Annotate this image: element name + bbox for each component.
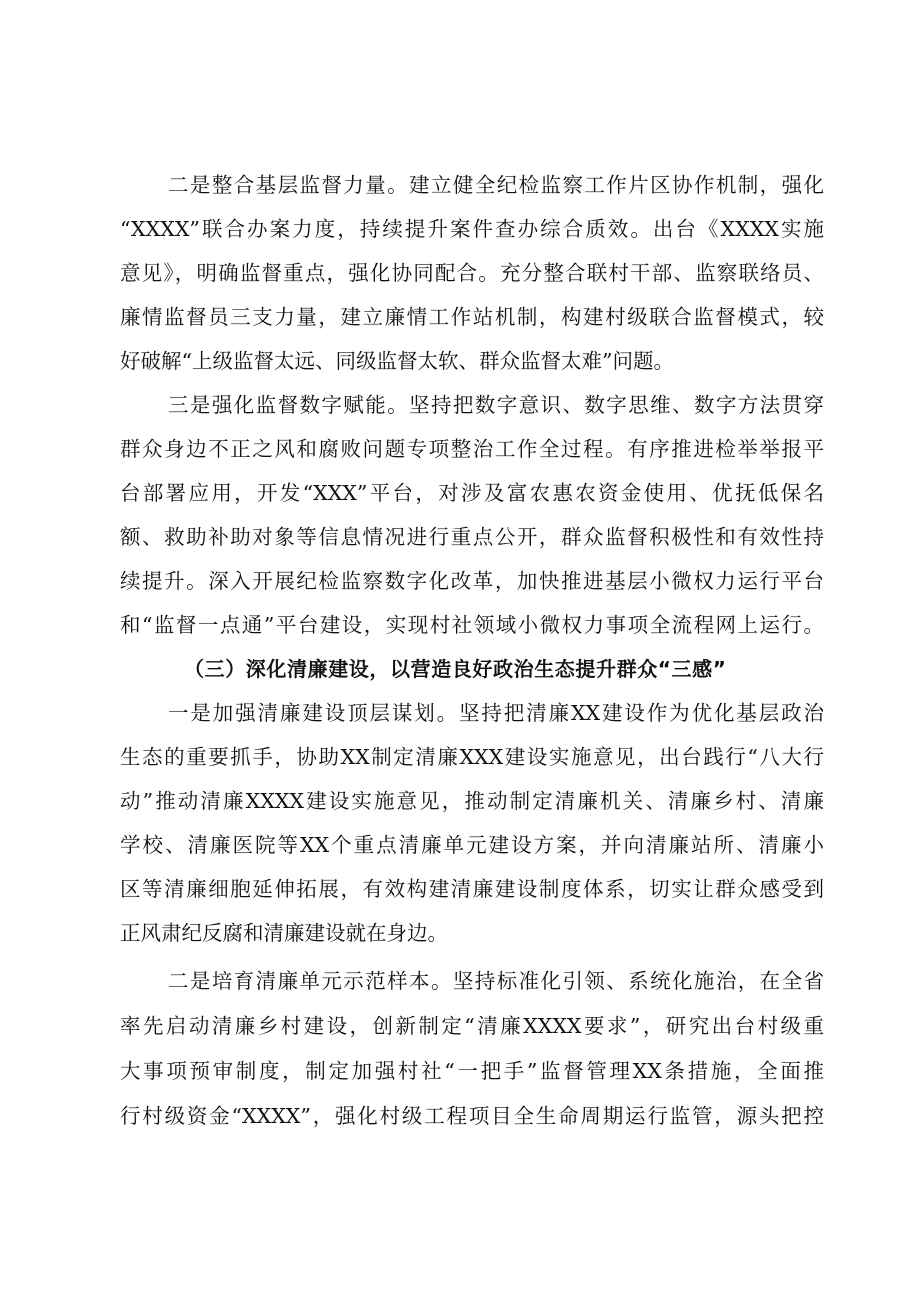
paragraph-3-line-3: 动”推动清廉XXXX建设实施意见，推动制定清廉机关、清廉乡村、清廉	[120, 789, 824, 813]
paragraph-1-line-4: 廉情监督员三支力量，建立廉情工作站机制，构建村级联合监督模式，较	[120, 305, 824, 329]
paragraph-2-line-5: 续提升。深入开展纪检监察数字化改革，加快推进基层小微权力运行平台	[120, 569, 824, 593]
paragraph-2-line-6: 和“监督一点通”平台建设，实现村社领域小微权力事项全流程网上运行。	[120, 613, 824, 637]
paragraph-2-line-3: 台部署应用，开发“XXX”平台，对涉及富农惠农资金使用、优抚低保名	[120, 481, 824, 505]
paragraph-1-line-2: “XXXX”联合办案力度，持续提升案件查办综合质效。出台《XXXX实施	[120, 217, 824, 241]
paragraph-3-line-1: 一是加强清廉建设顶层谋划。坚持把清廉XX建设作为优化基层政治	[168, 701, 824, 725]
paragraph-4-line-3: 大事项预审制度，制定加强村社“一把手”监督管理XX条措施，全面推	[120, 1059, 824, 1083]
paragraph-2-line-2: 群众身边不正之风和腐败问题专项整治工作全过程。有序推进检举举报平	[120, 437, 824, 461]
paragraph-1-line-1: 二是整合基层监督力量。建立健全纪检监察工作片区协作机制，强化	[168, 173, 824, 197]
paragraph-2-line-4: 额、救助补助对象等信息情况进行重点公开，群众监督积极性和有效性持	[120, 525, 824, 549]
paragraph-3-line-6: 正风肃纪反腐和清廉建设就在身边。	[120, 921, 448, 945]
paragraph-3-line-2: 生态的重要抓手，协助XX制定清廉XXX建设实施意见，出台践行“八大行	[120, 745, 824, 769]
paragraph-4-line-1: 二是培育清廉单元示范样本。坚持标准化引领、系统化施治，在全省	[168, 969, 824, 993]
paragraph-4-line-4: 行村级资金“XXXX”，强化村级工程项目全生命周期运行监管，源头把控	[120, 1104, 824, 1128]
paragraph-1-line-5: 好破解“上级监督太远、同级监督太软、群众监督太难”问题。	[120, 349, 674, 373]
paragraph-4-line-2: 率先启动清廉乡村建设，创新制定“清廉XXXX要求”，研究出台村级重	[120, 1014, 824, 1038]
paragraph-3-line-4: 学校、清廉医院等XX个重点清廉单元建设方案，并向清廉站所、清廉小	[120, 833, 824, 857]
paragraph-2-line-1: 三是强化监督数字赋能。坚持把数字意识、数字思维、数字方法贯穿	[168, 393, 824, 417]
section-heading-3: （三）深化清廉建设，以营造良好政治生态提升群众“三感”	[184, 657, 727, 681]
paragraph-1-line-3: 意见》，明确监督重点，强化协同配合。充分整合联村干部、监察联络员、	[120, 261, 824, 285]
paragraph-3-line-5: 区等清廉细胞延伸拓展，有效构建清廉建设制度体系，切实让群众感受到	[120, 877, 824, 901]
